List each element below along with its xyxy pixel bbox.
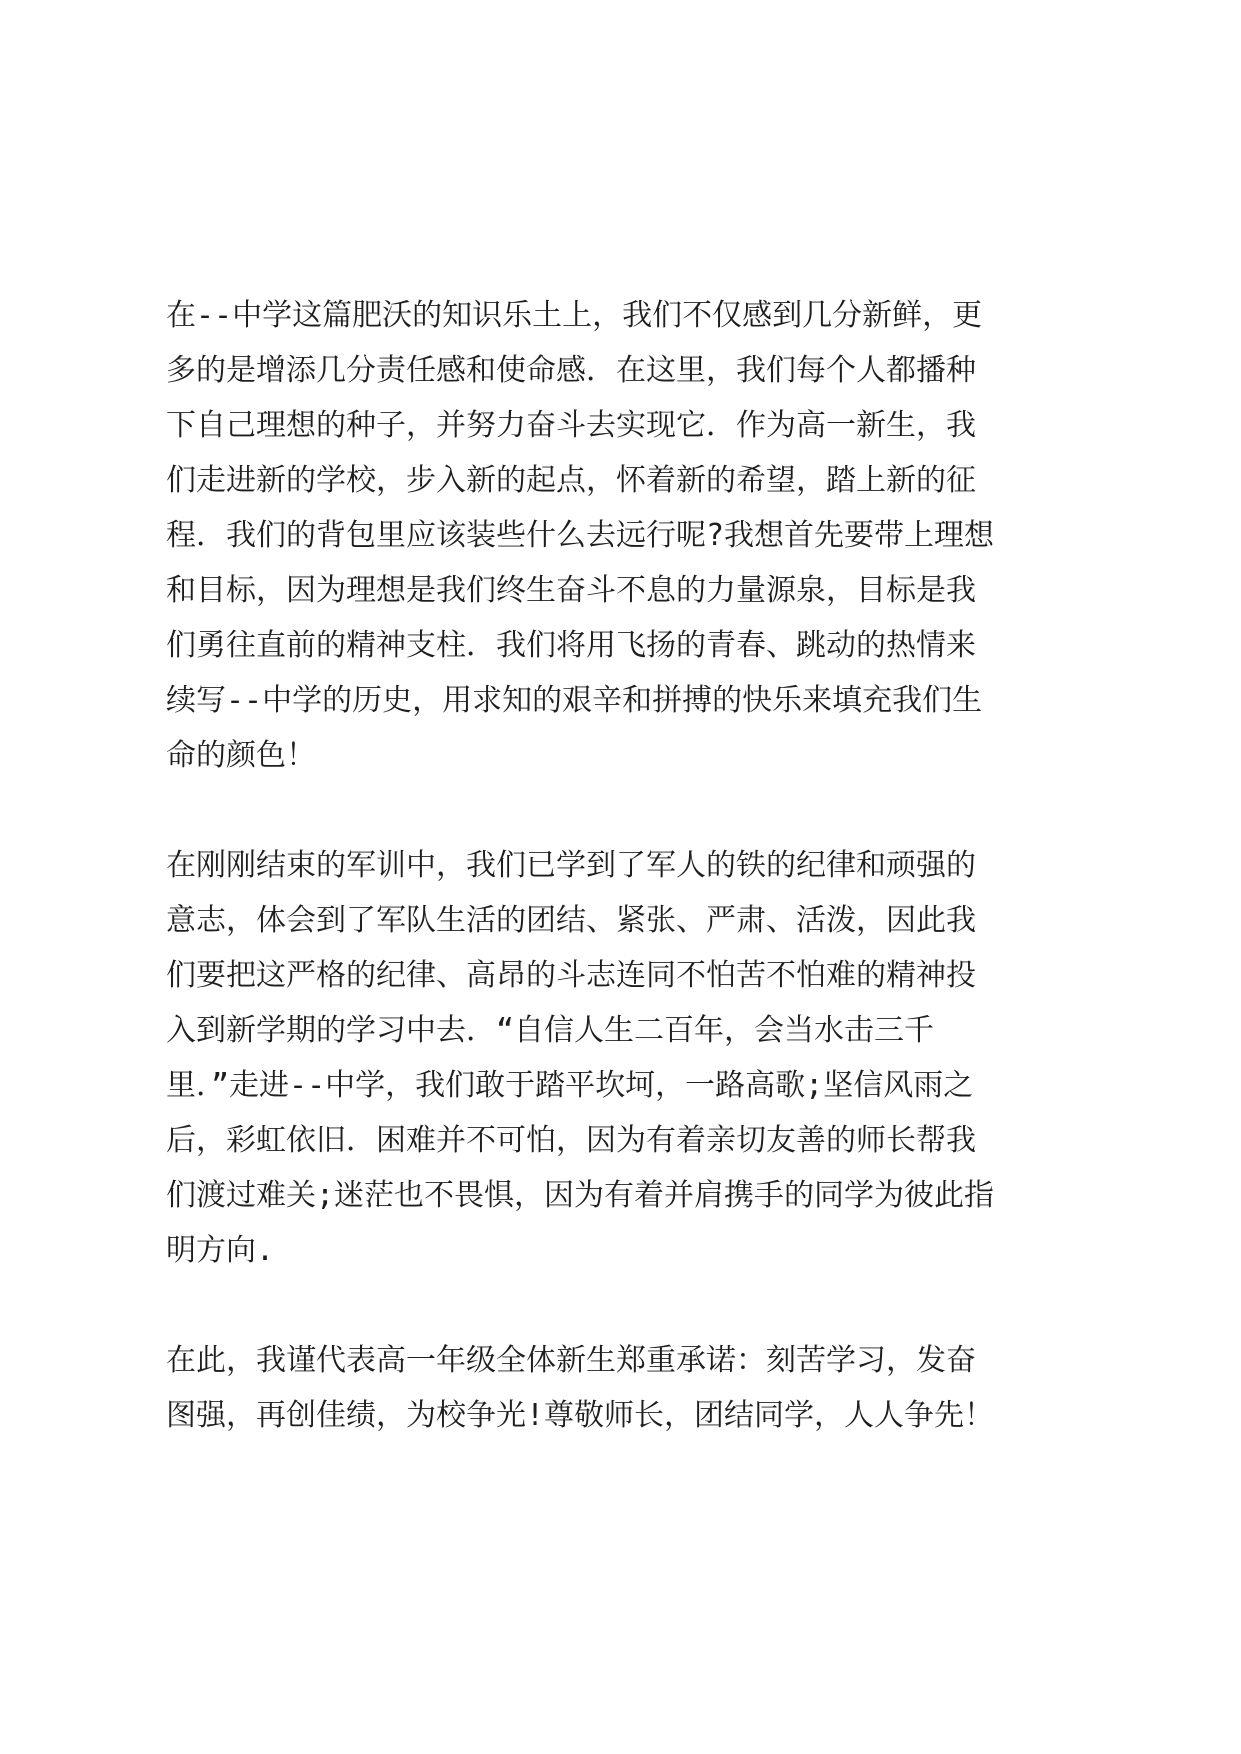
text-line: 和目标，因为理想是我们终生奋斗不息的力量源泉，目标是我	[166, 573, 976, 608]
text-line: 们勇往直前的精神支柱．我们将用飞扬的青春、跳动的热情来	[166, 628, 976, 663]
paragraph-1	[166, 288, 1096, 783]
text-line: 里．”走进--中学，我们敢于踏平坎坷，一路高歌;坚信风雨之	[166, 1068, 974, 1103]
text-line: 后，彩虹依旧．困难并不可怕，因为有着亲切友善的师长帮我	[166, 1123, 976, 1158]
text-line: 们要把这严格的纪律、高昂的斗志连同不怕苦不怕难的精神投	[166, 958, 976, 993]
paragraph-2	[166, 838, 1096, 1278]
text-line: 多的是增添几分责任感和使命感．在这里，我们每个人都播种	[166, 353, 976, 388]
text-line: 图强，再创佳绩，为校争光!尊敬师长，团结同学，人人争先！	[166, 1398, 995, 1433]
text-line: 命的颜色！	[166, 738, 316, 773]
text-line: 在--中学这篇肥沃的知识乐土上，我们不仅感到几分新鲜，更	[166, 298, 983, 333]
text-line: 们渡过难关;迷茫也不畏惧，因为有着并肩携手的同学为彼此指	[166, 1178, 995, 1213]
text-line: 下自己理想的种子，并努力奋斗去实现它．作为高一新生，我	[166, 408, 976, 443]
text-line: 在此，我谨代表高一年级全体新生郑重承诺：刻苦学习，发奋	[166, 1343, 976, 1378]
text-line: 们走进新的学校，步入新的起点，怀着新的希望，踏上新的征	[166, 463, 976, 498]
text-line: 意志，体会到了军队生活的团结、紧张、严肃、活泼，因此我	[166, 903, 976, 938]
text-line: 明方向.	[166, 1233, 275, 1268]
text-line: 入到新学期的学习中去．“自信人生二百年，会当水击三千	[166, 1013, 935, 1048]
text-line: 续写--中学的历史，用求知的艰辛和拼搏的快乐来填充我们生	[166, 683, 983, 718]
text-line: 程．我们的背包里应该装些什么去远行呢?我想首先要带上理想	[166, 518, 995, 553]
paragraph-3	[166, 1333, 1096, 1443]
text-line: 在刚刚结束的军训中，我们已学到了军人的铁的纪律和顽强的	[166, 848, 976, 883]
document-body	[166, 288, 1096, 1498]
